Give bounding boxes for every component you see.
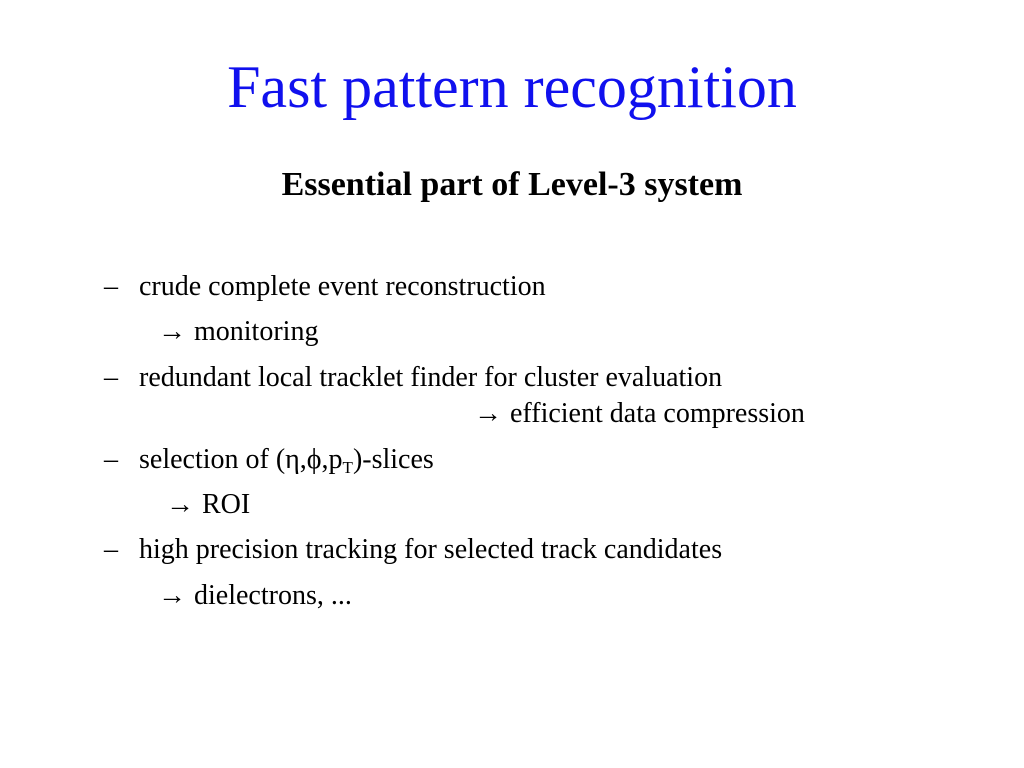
result-item	[166, 488, 250, 522]
result-item	[474, 397, 805, 431]
right-arrow-icon: →	[166, 489, 194, 520]
slide-subtitle: Essential part of Level-3 system	[281, 166, 743, 203]
right-arrow-icon: →	[158, 316, 186, 347]
result-text: ROI	[202, 489, 251, 520]
right-arrow-icon: →	[474, 398, 502, 429]
result-text: monitoring	[194, 316, 319, 347]
right-arrow-icon: →	[158, 580, 186, 611]
result-text: dielectrons, ...	[194, 580, 352, 611]
subscript-t: T	[342, 458, 353, 477]
result-item	[158, 315, 318, 349]
bullet-text-prefix: selection of (η,ϕ,p	[139, 444, 343, 475]
slide-title: Fast pattern recognition	[227, 54, 797, 120]
result-item	[158, 579, 352, 613]
bullet-text: redundant local tracklet finder for cluster evaluation	[139, 362, 723, 393]
bullet-text: high precision tracking for selected track candidates	[139, 534, 723, 565]
bullet-dash: –	[104, 534, 118, 565]
bullet-dash: –	[104, 271, 118, 302]
bullet-dash: –	[104, 362, 118, 393]
bullet-text: crude complete event reconstruction	[139, 271, 546, 302]
bullet-dash: –	[104, 444, 118, 475]
bullet-text	[139, 443, 434, 477]
bullet-text-suffix: )-slices	[352, 444, 434, 475]
result-text: efficient data compression	[510, 398, 805, 429]
